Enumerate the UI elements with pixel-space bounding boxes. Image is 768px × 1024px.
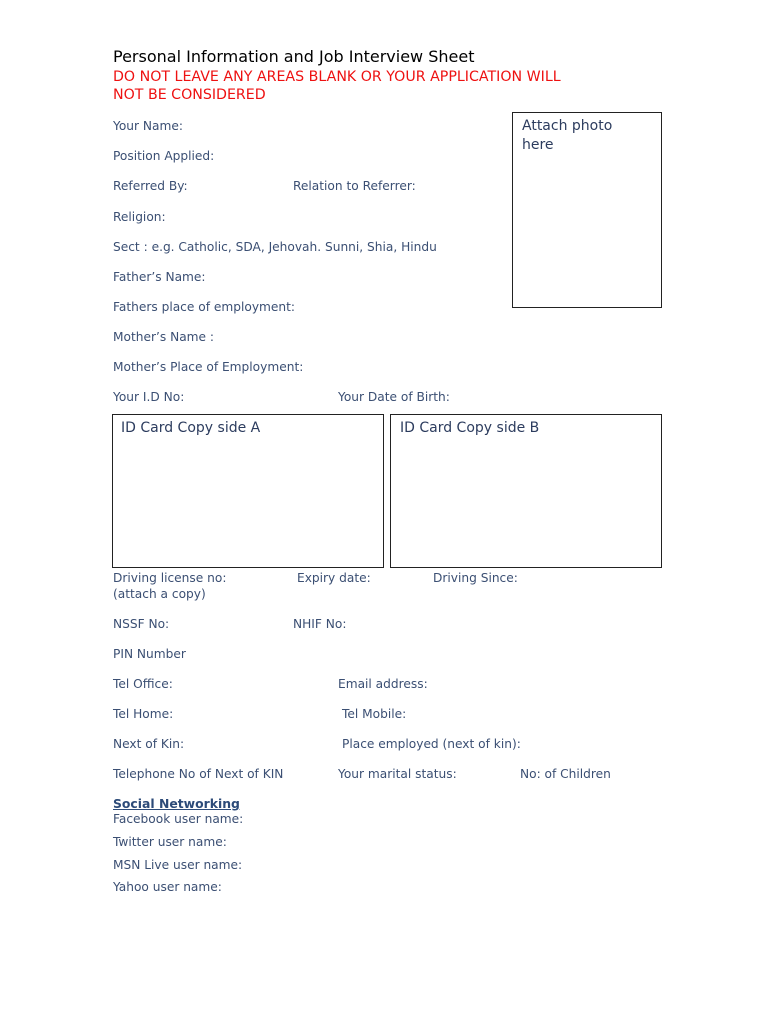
relation-label: Relation to Referrer:: [293, 179, 416, 193]
kin-phone-label: Telephone No of Next of KIN: [113, 767, 284, 781]
nssf-label: NSSF No:: [113, 617, 170, 631]
email-label: Email address:: [338, 677, 428, 691]
warning-line-1: DO NOT LEAVE ANY AREAS BLANK OR YOUR APPLICATION WILL: [113, 69, 561, 85]
tel-home-label: Tel Home:: [113, 707, 174, 721]
photo-box-label-1: Attach photo: [522, 118, 613, 134]
pin-label: PIN Number: [113, 647, 186, 661]
page-title: Personal Information and Job Interview Sheet: [113, 47, 475, 66]
id-no-label: Your I.D No:: [113, 390, 185, 404]
attach-copy-label: (attach a copy): [113, 587, 206, 601]
nhif-label: NHIF No:: [293, 617, 347, 631]
religion-label: Religion:: [113, 210, 166, 224]
marital-status-label: Your marital status:: [338, 767, 457, 781]
yahoo-label: Yahoo user name:: [113, 880, 222, 894]
warning-text: [113, 68, 673, 104]
social-networking-heading: Social Networking: [113, 796, 240, 811]
mother-name-label: Mother’s Name :: [113, 330, 215, 344]
photo-box[interactable]: [512, 112, 662, 308]
sect-label: Sect : e.g. Catholic, SDA, Jehovah. Sunni, Shia, Hindu: [113, 240, 437, 254]
dob-label: Your Date of Birth:: [338, 390, 450, 404]
id-card-side-a-box[interactable]: [112, 414, 384, 568]
mother-employment-label: Mother’s Place of Employment:: [113, 360, 304, 374]
facebook-label: Facebook user name:: [113, 812, 244, 826]
msn-label: MSN Live user name:: [113, 858, 243, 872]
twitter-label: Twitter user name:: [113, 835, 227, 849]
id-card-side-b-box[interactable]: [390, 414, 662, 568]
position-label: Position Applied:: [113, 149, 215, 163]
id-card-side-b-label: ID Card Copy side B: [400, 420, 540, 436]
kin-employed-label: Place employed (next of kin):: [342, 737, 521, 751]
driving-license-label: Driving license no:: [113, 571, 227, 585]
next-of-kin-label: Next of Kin:: [113, 737, 185, 751]
id-card-side-a-label: ID Card Copy side A: [121, 420, 261, 436]
expiry-label: Expiry date:: [297, 571, 371, 585]
photo-box-label-2: here: [522, 137, 554, 153]
tel-office-label: Tel Office:: [113, 677, 173, 691]
driving-since-label: Driving Since:: [433, 571, 518, 585]
referred-by-label: Referred By:: [113, 179, 188, 193]
warning-line-2: NOT BE CONSIDERED: [113, 87, 266, 103]
father-name-label: Father’s Name:: [113, 270, 206, 284]
children-label: No: of Children: [520, 767, 611, 781]
tel-mobile-label: Tel Mobile:: [342, 707, 407, 721]
name-label: Your Name:: [113, 119, 183, 133]
father-employment-label: Fathers place of employment:: [113, 300, 296, 314]
